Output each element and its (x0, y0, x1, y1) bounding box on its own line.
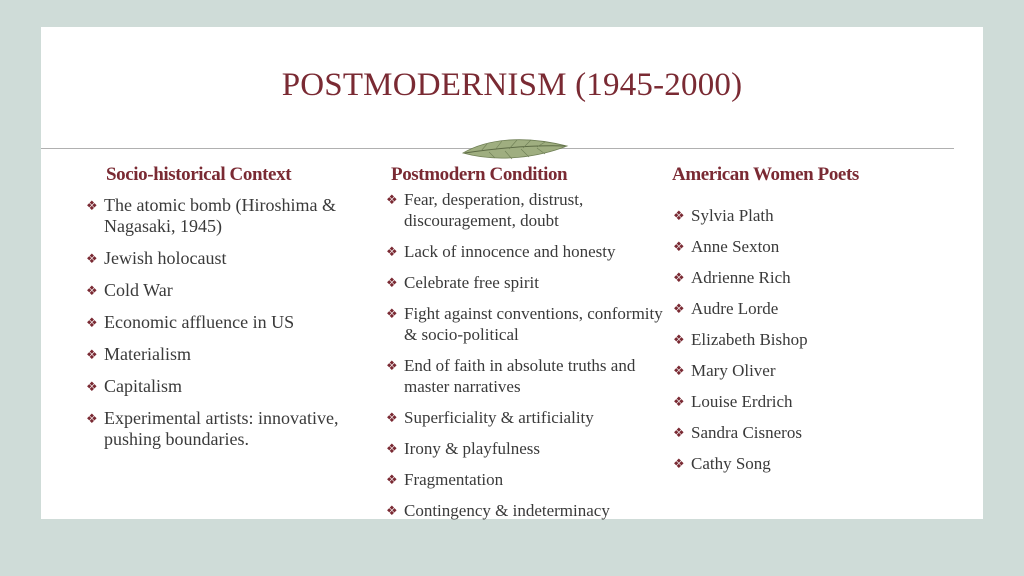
diamond-cluster-icon: ❖ (673, 456, 685, 471)
slide (41, 27, 983, 519)
diamond-cluster-icon: ❖ (386, 410, 398, 425)
column-heading: Postmodern Condition (391, 164, 568, 185)
list-item: ❖ Economic affluence in US (86, 312, 295, 332)
bullet-list (671, 205, 951, 474)
diamond-cluster-icon: ❖ (86, 283, 98, 298)
diamond-cluster-icon: ❖ (673, 301, 685, 316)
diamond-cluster-icon: ❖ (86, 379, 98, 394)
diamond-cluster-icon: ❖ (386, 244, 398, 259)
diamond-cluster-icon: ❖ (673, 363, 685, 378)
diamond-cluster-icon: ❖ (386, 358, 398, 373)
diamond-cluster-icon: ❖ (673, 332, 685, 347)
diamond-cluster-icon: ❖ (86, 315, 98, 330)
list-item: ❖ Anne Sexton (673, 237, 780, 256)
list-item: ❖ Experimental artists: innovative, pushing boundaries. (86, 408, 339, 449)
list-item: ❖ Capitalism (86, 376, 182, 396)
list-item: ❖ Sandra Cisneros (673, 423, 802, 442)
slide-title: POSTMODERNISM (1945-2000) (281, 67, 743, 103)
list-item: ❖ Lack of innocence and honesty (386, 242, 616, 261)
bullet-list (84, 195, 384, 450)
list-item: ❖ Superficiality & artificiality (386, 408, 594, 427)
diamond-cluster-icon: ❖ (386, 306, 398, 321)
diamond-cluster-icon: ❖ (86, 251, 98, 266)
list-item: ❖ Audre Lorde (673, 299, 779, 318)
column-heading: Socio-historical Context (106, 164, 292, 185)
list-item: ❖ Cathy Song (673, 454, 771, 473)
list-item: ❖ Cold War (86, 280, 173, 300)
diamond-cluster-icon: ❖ (673, 425, 685, 440)
list-item: ❖ Fear, desperation, distrust, discouragement, doubt (386, 190, 584, 230)
column-socio-historical (84, 165, 384, 461)
list-item: ❖ Mary Oliver (673, 361, 776, 380)
list-item: ❖ Fight against conventions, conformity & socio-political (386, 304, 663, 344)
list-item: ❖ Irony & playfulness (386, 439, 540, 458)
diamond-cluster-icon: ❖ (673, 208, 685, 223)
list-item: ❖ Elizabeth Bishop (673, 330, 808, 349)
list-item: ❖ End of faith in absolute truths and master narratives (386, 356, 636, 396)
feather-leaf-icon (459, 131, 571, 167)
diamond-cluster-icon: ❖ (386, 441, 398, 456)
list-item: ❖ Jewish holocaust (86, 248, 227, 268)
diamond-cluster-icon: ❖ (386, 472, 398, 487)
diamond-cluster-icon: ❖ (673, 270, 685, 285)
bullet-list (384, 189, 674, 521)
column-american-women-poets (671, 165, 951, 484)
diamond-cluster-icon: ❖ (386, 503, 398, 518)
list-item: ❖ Louise Erdrich (673, 392, 793, 411)
list-item: ❖ The atomic bomb (Hiroshima & Nagasaki, 1945) (86, 195, 336, 236)
diamond-cluster-icon: ❖ (673, 394, 685, 409)
column-postmodern-condition (384, 165, 674, 531)
list-item: ❖ Fragmentation (386, 470, 504, 489)
list-item: ❖ Contingency & indeterminacy (386, 501, 610, 520)
list-item: ❖ Sylvia Plath (673, 206, 774, 225)
list-item: ❖ Celebrate free spirit (386, 273, 539, 292)
diamond-cluster-icon: ❖ (673, 239, 685, 254)
diamond-cluster-icon: ❖ (386, 192, 398, 207)
diamond-cluster-icon: ❖ (386, 275, 398, 290)
diamond-cluster-icon: ❖ (86, 198, 98, 213)
list-item: ❖ Adrienne Rich (673, 268, 791, 287)
diamond-cluster-icon: ❖ (86, 347, 98, 362)
diamond-cluster-icon: ❖ (86, 411, 98, 426)
column-heading: American Women Poets (672, 164, 859, 185)
list-item: ❖ Materialism (86, 344, 191, 364)
